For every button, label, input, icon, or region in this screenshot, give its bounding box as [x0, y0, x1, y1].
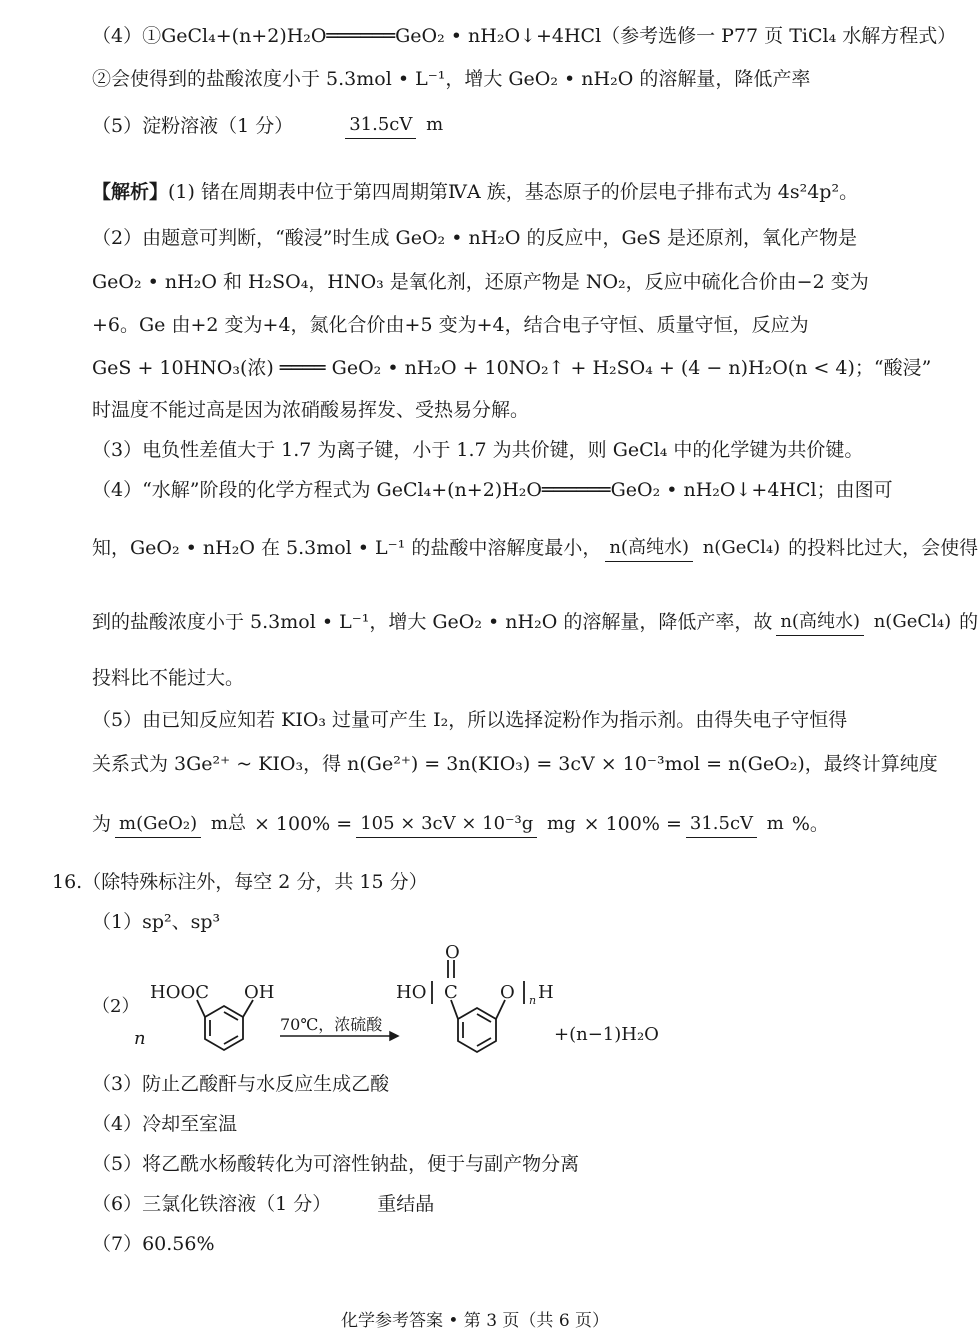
- text: （4）冷却至室温: [92, 1113, 238, 1135]
- analysis-p4-4: [92, 666, 880, 690]
- analysis-p2-3: [92, 313, 880, 337]
- text: （1）sp²、sp³: [92, 911, 221, 933]
- fraction-feed-ratio: [605, 535, 784, 562]
- q16-answer-5: [92, 1152, 880, 1176]
- analysis-p2-1: [92, 226, 880, 250]
- text: （4）“水解”阶段的化学方程式为 GeCl₄+(n+2)H₂O══════GeO₂ • nH₂O↓+4HCl；由图可: [92, 479, 893, 501]
- fraction-result: [686, 811, 788, 838]
- analysis-p4-3: [92, 600, 978, 644]
- text: （3）电负性差值大于 1.7 为离子键，小于 1.7 为共价键，则 GeCl₄ 中的化学键为共价键。: [92, 439, 864, 461]
- text: 为: [92, 813, 112, 835]
- text: 16.（除特殊标注外，每空 2 分，共 15 分）: [52, 871, 428, 893]
- q16-heading: [52, 870, 880, 894]
- analysis-p5-3: [92, 800, 880, 848]
- q16-answer-1: [92, 910, 880, 934]
- numerator: 31.5cV: [345, 114, 416, 139]
- water-byproduct: +(n−1)H₂O: [554, 1024, 659, 1045]
- text: （6）三氯化铁溶液（1 分）: [92, 1193, 332, 1215]
- analysis-p5-1: [92, 708, 880, 732]
- analysis-p5-2: [92, 752, 938, 776]
- text: × 100% =: [583, 813, 682, 835]
- text: 时温度不能过高是因为浓硝酸易挥发、受热易分解。: [92, 399, 530, 421]
- hydroxyl-group: OH: [244, 982, 275, 1003]
- q15-answer-4-1: [92, 24, 957, 48]
- text: 关系式为 3Ge²⁺ ~ KIO₃，得 n(Ge²⁺) = 3n(KIO₃) = 3cV × 10⁻³mol = n(GeO₂)，最终计算纯度: [92, 753, 938, 775]
- text: 投料比不能过大。: [92, 667, 245, 689]
- item-label: （2）: [92, 996, 140, 1017]
- text: 的投料比过大，会使得: [788, 537, 978, 559]
- q16-answer-7: [92, 1232, 880, 1256]
- analysis-p2-2: [92, 270, 880, 294]
- denominator: n(GeCl₄): [873, 610, 952, 632]
- carbonyl-oxygen: O: [445, 942, 460, 963]
- reaction-diagram: [92, 948, 712, 1066]
- denominator: n(GeCl₄): [702, 536, 781, 558]
- reaction-condition: 70℃，浓硫酸: [280, 1015, 383, 1034]
- text: （4）①GeCl₄+(n+2)H₂O══════GeO₂ • nH₂O↓+4HCl（参考选修一 P77 页 TiCl₄ 水解方程式）: [92, 25, 957, 47]
- analysis-p1: [92, 180, 880, 204]
- q16-answer-4: [92, 1112, 880, 1136]
- end-group-h: H: [538, 982, 554, 1003]
- end-group-ho: HO: [396, 982, 427, 1003]
- analysis-p4-1: [92, 478, 893, 502]
- analysis-p4-2: [92, 526, 978, 570]
- text: （7）60.56%: [92, 1233, 215, 1255]
- numerator: 105 × 3cV × 10⁻³g: [356, 813, 537, 838]
- numerator: 31.5cV: [686, 813, 757, 838]
- denominator: m: [766, 812, 784, 834]
- text: 的: [959, 611, 978, 633]
- text: （5）由已知反应知若 KIO₃ 过量可产生 I₂，所以选择淀粉作为指示剂。由得失电子守恒得: [92, 709, 848, 731]
- ester-oxygen: O: [500, 982, 515, 1003]
- q16-answer-6: [92, 1192, 880, 1216]
- q15-answer-5: [92, 112, 880, 139]
- fraction-calc: [356, 811, 579, 838]
- text: +6。Ge 由+2 变为+4，氮化合价由+5 变为+4，结合电子守恒、质量守恒，反应为: [92, 314, 809, 336]
- text: 重结晶: [377, 1193, 435, 1215]
- repeat-subscript: n: [529, 994, 537, 1007]
- analysis-p3: [92, 438, 880, 462]
- coefficient-n: n: [134, 1028, 146, 1049]
- polymerization-scheme: [92, 942, 712, 1066]
- polymer-ring: [432, 960, 524, 1052]
- text: 知，GeO₂ • nH₂O 在 5.3mol • L⁻¹ 的盐酸中溶解度最小，: [92, 537, 602, 559]
- text: %。: [791, 813, 829, 835]
- analysis-p2-4: [92, 356, 932, 380]
- text: × 100% =: [253, 813, 353, 835]
- text: （5）将乙酰水杨酸转化为可溶性钠盐，便于与副产物分离: [92, 1153, 580, 1175]
- q16-answer-3: [92, 1072, 880, 1096]
- text: （5）淀粉溶液（1 分）: [92, 114, 294, 137]
- numerator: n(高纯水): [776, 611, 864, 636]
- carbonyl-carbon: C: [444, 982, 458, 1003]
- text: (1) 锗在周期表中位于第四周期第ⅣA 族，基态原子的价层电子排布式为 4s²4p²。: [168, 181, 859, 203]
- numerator: m(GeO₂): [115, 813, 201, 838]
- text: GeS + 10HNO₃(浓) ════ GeO₂ • nH₂O + 10NO₂↑ + H₂SO₄ + (4 − n)H₂O(n < 4)；“酸浸”: [92, 357, 932, 379]
- text: （3）防止乙酸酐与水反应生成乙酸: [92, 1073, 390, 1095]
- fraction-feed-ratio-2: [776, 609, 955, 636]
- denominator: mg: [547, 812, 576, 834]
- analysis-p2-5: [92, 398, 880, 422]
- salicylic-acid-ring: [197, 1000, 253, 1050]
- fraction-mass-ratio: [115, 811, 250, 838]
- analysis-tag: 【解析】: [92, 181, 169, 203]
- text: 到的盐酸浓度小于 5.3mol • L⁻¹，增大 GeO₂ • nH₂O 的溶解量，降低产率，故: [92, 611, 773, 633]
- numerator: n(高纯水): [605, 537, 693, 562]
- denominator: m: [426, 114, 444, 135]
- page-footer: 化学参考答案 • 第 3 页（共 6 页）: [340, 1311, 610, 1331]
- q15-answer-4-2: [92, 67, 880, 91]
- text: ②会使得到的盐酸浓度小于 5.3mol • L⁻¹，增大 GeO₂ • nH₂O 的溶解量，降低产率: [92, 68, 811, 90]
- text: （2）由题意可判断，“酸浸”时生成 GeO₂ • nH₂O 的反应中，GeS 是还原剂，氧化产物是: [92, 227, 857, 249]
- denominator: m总: [210, 812, 246, 834]
- fraction-purity: [345, 112, 447, 139]
- carboxyl-group: HOOC: [150, 982, 209, 1003]
- text: GeO₂ • nH₂O 和 H₂SO₄，HNO₃ 是氧化剂，还原产物是 NO₂，反应中硫化合价由−2 变为: [92, 271, 869, 293]
